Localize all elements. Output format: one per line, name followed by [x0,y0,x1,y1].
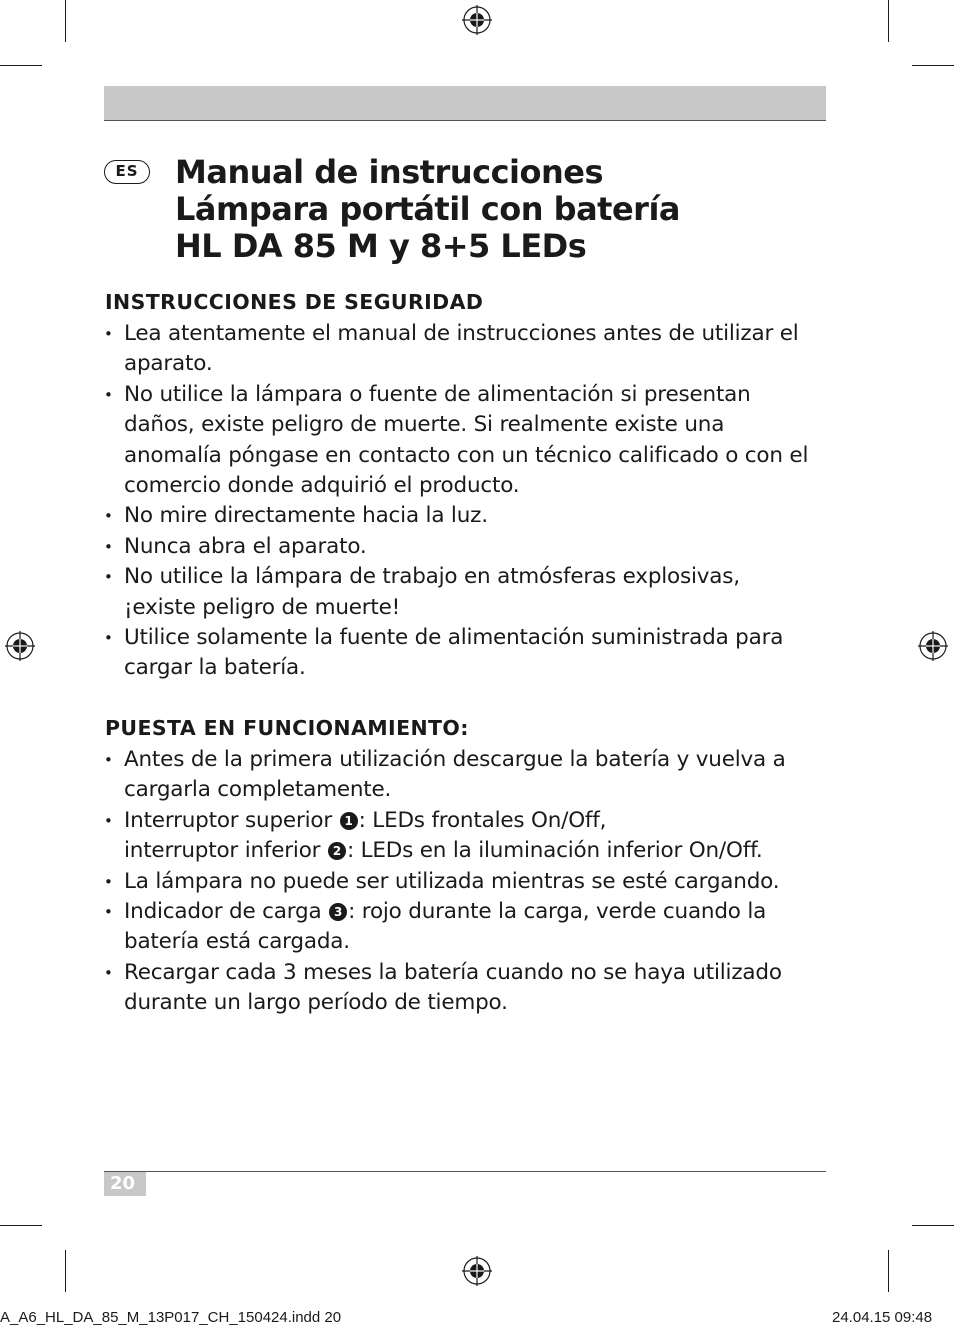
startup-list [104,745,818,1019]
list-item: • No mire directamente hacia la luz. [104,501,818,531]
registration-mark-icon [5,631,35,661]
crop-mark [912,65,954,66]
crop-mark [888,0,889,42]
safety-list [104,319,818,684]
list-item: • Nunca abra el aparato. [104,532,818,562]
list-item [104,806,818,867]
list-item-text: interruptor inferior [124,838,327,864]
marker-1-icon: 1 [340,812,358,830]
crop-mark [0,65,42,66]
list-item-text: : rojo durante la carga, verde cuando la batería está cargada. [124,899,767,955]
startup-heading: PUESTA EN FUNCIONAMIENTO: [105,716,469,740]
safety-heading: INSTRUCCIONES DE SEGURIDAD [105,290,484,314]
list-item-text: : LEDs en la iluminación inferior On/Off. [346,838,763,864]
list-item: • Recargar cada 3 meses la batería cuando no se haya utilizado durante un largo período de tiempo. [104,958,818,1019]
page-number: 20 [104,1172,146,1196]
list-item: • Utilice solamente la fuente de alimentación suministrada para cargar la batería. [104,623,818,684]
title-line: Lámpara portátil con batería [175,190,680,228]
crop-mark [65,1250,66,1292]
list-item-text: Indicador de carga [124,899,329,925]
registration-mark-icon [462,5,492,35]
list-item: • No utilice la lámpara de trabajo en atmósferas explosivas, ¡existe peligro de muerte! [104,562,818,623]
list-item [104,897,818,958]
list-item: • La lámpara no puede ser utilizada mientras se esté cargando. [104,867,818,897]
header-bar [104,86,826,121]
crop-mark [888,1250,889,1292]
registration-mark-icon [462,1256,492,1286]
list-item: • Lea atentamente el manual de instrucciones antes de utilizar el aparato. [104,319,818,380]
title-line: Manual de instrucciones [175,153,604,191]
language-badge: ES [104,160,150,184]
marker-2-icon: 2 [328,842,346,860]
crop-mark [65,0,66,42]
list-item: • Antes de la primera utilización descargue la batería y vuelva a cargarla completamente. [104,745,818,806]
page-title [175,154,815,265]
registration-mark-icon [918,631,948,661]
footer-date: 24.04.15 09:48 [832,1309,933,1326]
footer-filename: A_A6_HL_DA_85_M_13P017_CH_150424.indd 20 [0,1309,342,1326]
list-item-text: : LEDs frontales On/Off, [358,807,607,833]
crop-mark [912,1225,954,1226]
list-item: • No utilice la lámpara o fuente de alimentación si presentan daños, existe peligro de muerte. Si realmente existe una anomalía póngase en contacto con un técnico calificado o con el comercio donde adquirió el producto. [104,380,818,502]
marker-3-icon: 3 [329,903,347,921]
list-item-text: Interruptor superior [124,807,339,833]
crop-mark [0,1225,42,1226]
title-line: HL DA 85 M y 8+5 LEDs [175,227,587,265]
footer-rule [104,1171,826,1172]
